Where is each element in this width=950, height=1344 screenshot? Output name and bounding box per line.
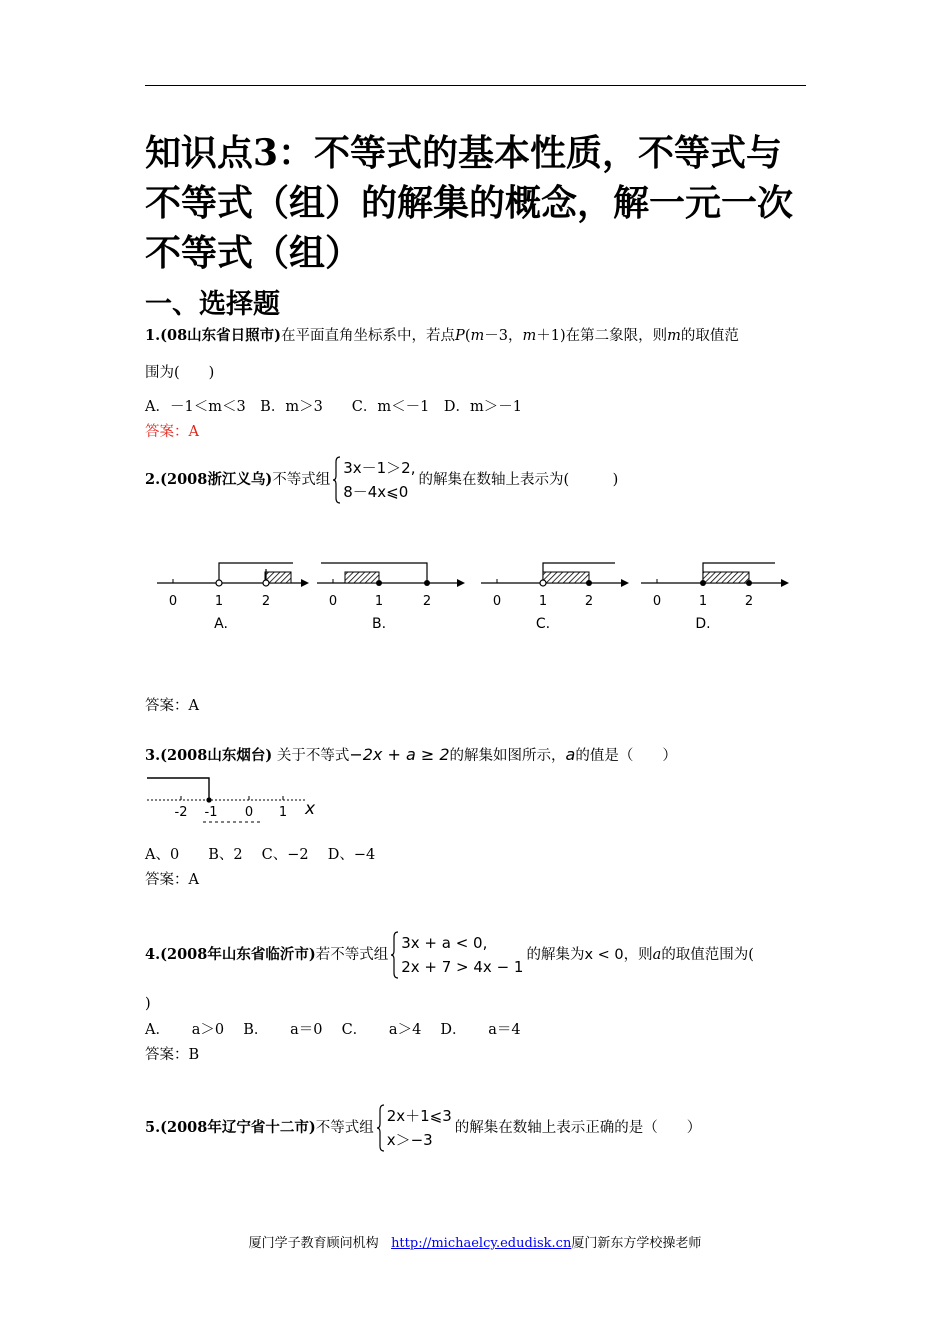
q1-expr: ＋1): [536, 328, 566, 344]
tick-label: 0: [168, 594, 178, 609]
q4-var: a: [652, 947, 662, 963]
question-3: [145, 745, 677, 766]
q2-text: 不等式组: [272, 472, 331, 488]
tick-label: 2: [422, 594, 432, 609]
tick-label: 2: [744, 594, 754, 609]
q4-system: [391, 931, 523, 979]
footer-link[interactable]: http://michaelcy.edudisk.cn: [391, 1236, 572, 1251]
q3-source: (2008山东烟台): [160, 747, 273, 764]
q3-inequality: −2x + a ≥ 2: [349, 745, 450, 764]
q5-system-line-1: 2x＋1⩽3: [386, 1107, 452, 1125]
question-4: [145, 928, 754, 982]
q2-option-a-figure: [157, 563, 309, 587]
brace-icon: [377, 1104, 385, 1152]
section-heading: 一、选择题: [145, 289, 280, 320]
q4-text: 的解集为: [526, 947, 585, 963]
page-title: 知识点3：不等式的基本性质，不等式与不等式（组）的解集的概念，解一元一次不等式（组）: [145, 132, 794, 274]
brace-icon: [391, 931, 399, 979]
q5-text: 不等式组: [315, 1120, 374, 1136]
q1-point: P: [455, 328, 465, 344]
option-label: B.: [371, 616, 387, 632]
option-label: C.: [535, 616, 551, 632]
q4-system-line-2: 2x + 7 > 4x − 1: [401, 958, 524, 976]
tick-label: 1: [698, 594, 708, 609]
footer-org: 厦门学子教育顾问机构: [248, 1236, 379, 1251]
tick-label: 0: [492, 594, 502, 609]
q1-var: m: [522, 328, 537, 344]
q2-system-line-1: 3x－1＞2,: [343, 459, 416, 477]
question-5: [145, 1100, 701, 1156]
q4-text: ，则: [623, 947, 653, 963]
q3-text: 的解集如图所示，: [449, 748, 566, 764]
option-label: A.: [214, 616, 228, 632]
tick-label: 1: [278, 805, 288, 820]
q3-text: 的值是（ ）: [575, 748, 677, 764]
q3-options: A、0 B、2 C、−2 D、−4: [145, 847, 376, 863]
tick-label: 1: [214, 594, 224, 609]
tick-label: 0: [328, 594, 338, 609]
q2-option-d-figure: [641, 563, 789, 587]
q2-answer: 答案：A: [145, 698, 199, 714]
question-2: [145, 452, 618, 508]
question-1: [145, 326, 739, 346]
q3-text: 关于不等式: [276, 748, 350, 764]
tick-label: 2: [584, 594, 594, 609]
q1-text: 的取值范: [680, 328, 739, 344]
page-footer: [0, 1232, 950, 1251]
q2-system: [333, 456, 415, 504]
q2-source: (2008浙江义乌): [160, 471, 273, 488]
q2-system-line-2: 8－4x⩽0: [343, 483, 409, 501]
q5-system: [377, 1104, 452, 1152]
q3-var: a: [565, 745, 576, 764]
q1-var: m: [667, 328, 681, 344]
q1-options: A．－1＜m＜3 B．m＞3 C．m＜－1 D．m＞－1: [145, 399, 522, 415]
q5-source: (2008年辽宁省十二市): [160, 1119, 316, 1136]
axis-var-label: x: [305, 799, 316, 819]
q1-text: 在第二象限，则: [565, 328, 668, 344]
q4-line2: ): [145, 996, 151, 1012]
q2-number-lines: [145, 548, 805, 643]
tick-label: 1: [538, 594, 548, 609]
tick-label: 0: [244, 805, 254, 820]
q4-options: A． a＞0 B． a＝0 C． a＞4 D． a＝4: [145, 1022, 521, 1038]
q1-expr: －3，: [484, 328, 523, 344]
tick-label: -2: [174, 805, 188, 820]
q1-paren: (: [464, 328, 471, 344]
tick-label: -1: [204, 805, 218, 820]
q1-source: (08山东省日照市): [160, 327, 282, 344]
option-label: D.: [695, 616, 711, 632]
q1-number: 1.: [145, 327, 161, 344]
brace-icon: [333, 456, 341, 504]
q5-system-line-2: x＞−3: [386, 1131, 433, 1149]
q1-line2: 围为( ): [145, 365, 215, 381]
q4-source: (2008年山东省临沂市): [160, 946, 316, 963]
tick-label: 2: [261, 594, 271, 609]
q2-number: 2.: [145, 471, 161, 488]
q4-text: 若不等式组: [315, 947, 389, 963]
q3-number-line: [145, 770, 320, 826]
q5-number: 5.: [145, 1119, 161, 1136]
q1-var: m: [470, 328, 485, 344]
q2-option-c-figure: [481, 563, 629, 587]
q1-answer: 答案：A: [145, 424, 199, 440]
tick-label: 1: [374, 594, 384, 609]
footer-teacher: 厦门新东方学校操老师: [571, 1236, 702, 1251]
q4-text: 的取值范围为(: [661, 947, 754, 963]
header-rule: [145, 85, 806, 86]
q3-number: 3.: [145, 747, 161, 764]
q2-option-b-figure: [317, 563, 465, 587]
tick-label: 0: [652, 594, 662, 609]
q5-text: 的解集在数轴上表示正确的是（ ）: [454, 1120, 702, 1136]
q4-solution: x < 0: [584, 947, 624, 963]
q1-text: 在平面直角坐标系中，若点: [281, 328, 456, 344]
q4-answer: 答案：B: [145, 1047, 200, 1063]
q2-text: 的解集在数轴上表示为( ): [418, 472, 619, 488]
q4-number: 4.: [145, 946, 161, 963]
q4-system-line-1: 3x + a < 0,: [401, 934, 488, 952]
q3-answer: 答案：A: [145, 872, 199, 888]
